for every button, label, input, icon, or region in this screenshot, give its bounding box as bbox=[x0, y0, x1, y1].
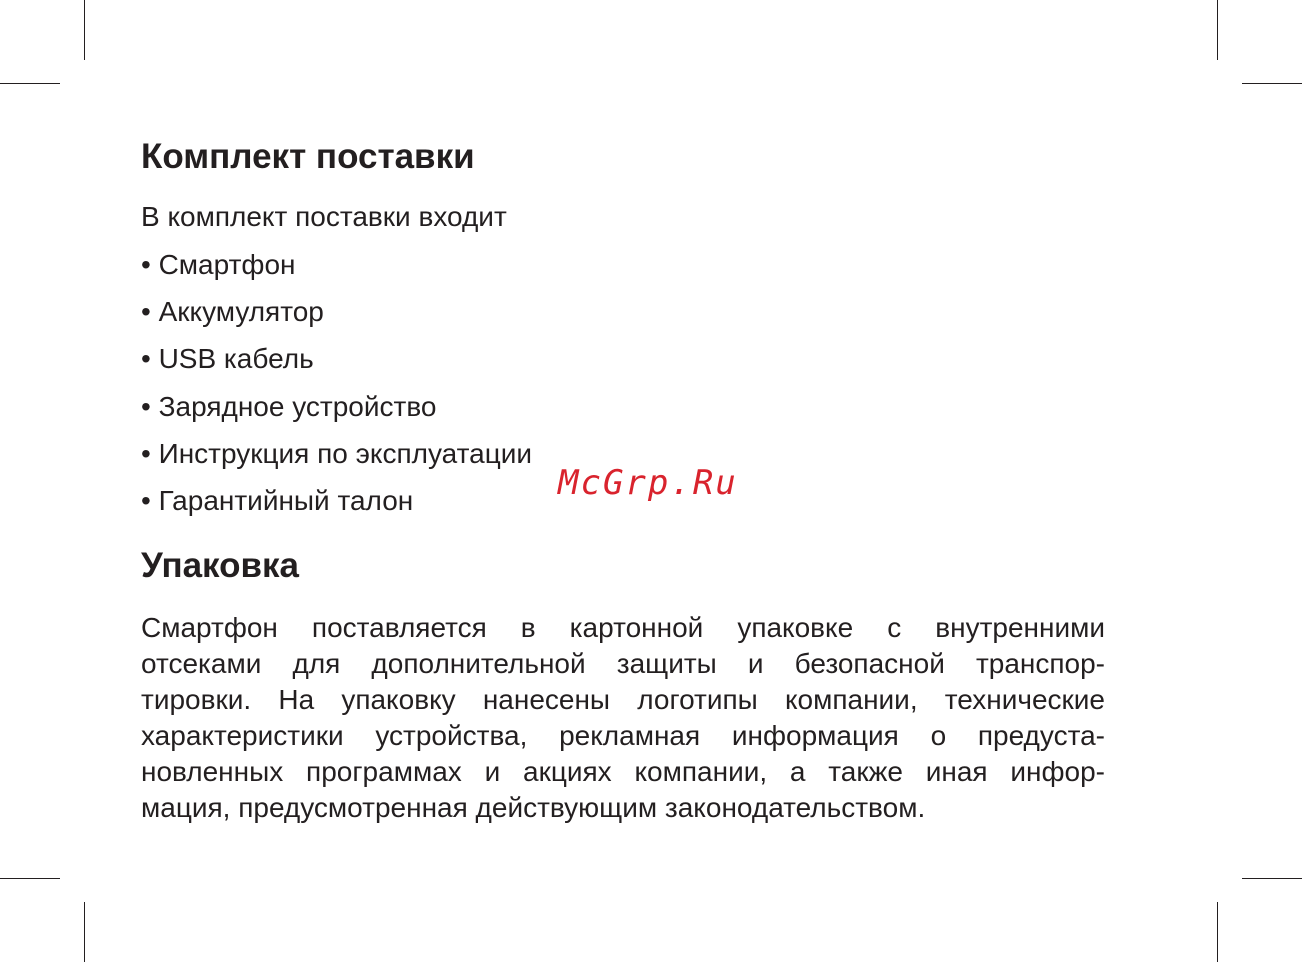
list-item: • USB кабель bbox=[141, 343, 314, 374]
paragraph-line: отсеками для дополнительной защиты и безопасной транспор- bbox=[141, 648, 1105, 679]
list-item: • Инструкция по эксплуатации bbox=[141, 438, 533, 469]
crop-mark-top-right-vertical bbox=[1217, 0, 1218, 60]
paragraph-line: характеристики устройства, рекламная информация о предуста- bbox=[141, 720, 1105, 751]
heading-delivery-set: Комплект поставки bbox=[141, 137, 475, 176]
paragraph-line: мация, предусмотренная действующим законодательством. bbox=[141, 792, 926, 823]
paragraph-line: Смартфон поставляется в картонной упаковке с внутренними bbox=[141, 612, 1105, 643]
crop-mark-bottom-left-vertical bbox=[84, 902, 85, 962]
heading-packaging: Упаковка bbox=[141, 546, 299, 585]
paragraph-line: тировки. На упаковку нанесены логотипы компании, технические bbox=[141, 684, 1105, 715]
paragraph-line: новленных программах и акциях компании, а также иная инфор- bbox=[141, 756, 1105, 787]
crop-mark-top-left-vertical bbox=[84, 0, 85, 60]
crop-mark-top-left-horizontal bbox=[0, 83, 60, 84]
crop-mark-top-right-horizontal bbox=[1242, 83, 1302, 84]
list-item: • Аккумулятор bbox=[141, 296, 324, 327]
packaging-paragraph bbox=[141, 610, 1105, 826]
list-item: • Гарантийный талон bbox=[141, 485, 414, 516]
watermark: McGrp.Ru bbox=[558, 463, 738, 503]
crop-mark-bottom-left-horizontal bbox=[0, 878, 60, 879]
crop-mark-bottom-right-horizontal bbox=[1242, 878, 1302, 879]
list-item: • Смартфон bbox=[141, 249, 296, 280]
crop-mark-bottom-right-vertical bbox=[1217, 902, 1218, 962]
delivery-intro: В комплект поставки входит bbox=[141, 201, 507, 232]
list-item: • Зарядное устройство bbox=[141, 391, 437, 422]
